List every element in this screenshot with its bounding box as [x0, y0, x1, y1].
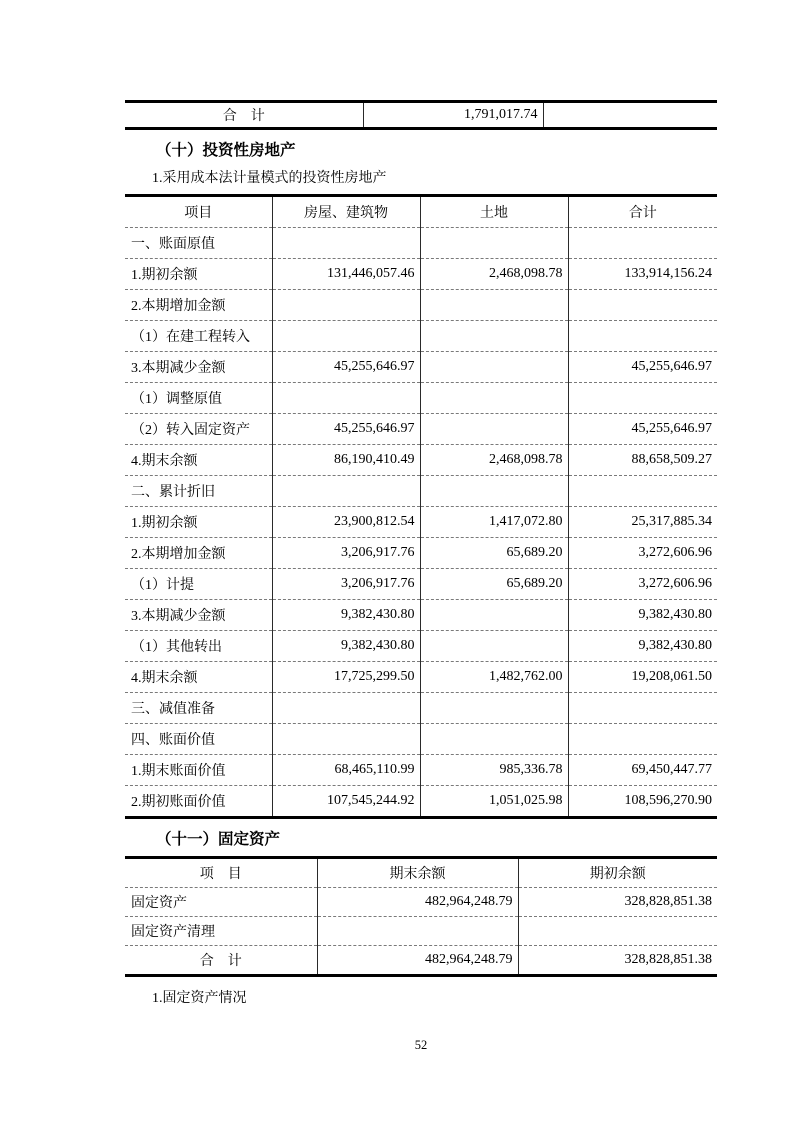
value-cell: 9,382,430.80	[568, 631, 717, 662]
value-cell	[420, 321, 568, 352]
column-header: 房屋、建筑物	[272, 196, 420, 228]
value-cell: 2,468,098.78	[420, 259, 568, 290]
value-cell: 45,255,646.97	[272, 352, 420, 383]
value-cell: 23,900,812.54	[272, 507, 420, 538]
section-10-heading: （十）投资性房地产	[156, 142, 296, 159]
value-cell: 3,272,606.96	[568, 569, 717, 600]
item-label-cell: （2）转入固定资产	[125, 414, 272, 445]
page-content	[125, 100, 717, 1008]
page-number: 52	[414, 1038, 428, 1052]
value-cell	[420, 476, 568, 507]
table-row	[125, 507, 717, 538]
value-cell: 107,545,244.92	[272, 786, 420, 818]
item-label-cell: 4.期末余额	[125, 445, 272, 476]
value-cell: 985,336.78	[420, 755, 568, 786]
item-label-cell: 2.本期增加金额	[125, 290, 272, 321]
table-row	[125, 917, 717, 946]
item-label-cell: （1）计提	[125, 569, 272, 600]
value-cell	[420, 228, 568, 259]
column-header: 项目	[125, 196, 272, 228]
value-cell	[420, 414, 568, 445]
header-row	[125, 196, 717, 228]
value-cell	[568, 321, 717, 352]
item-label-cell: （1）其他转出	[125, 631, 272, 662]
value-cell: 65,689.20	[420, 569, 568, 600]
item-label-cell: 3.本期减少金额	[125, 600, 272, 631]
value-cell: 45,255,646.97	[272, 414, 420, 445]
value-cell: 108,596,270.90	[568, 786, 717, 818]
value-cell	[420, 600, 568, 631]
item-label-cell: 固定资产清理	[125, 917, 317, 946]
section-11-heading: （十一）固定资产	[156, 831, 281, 848]
table-row	[125, 569, 717, 600]
value-cell	[272, 290, 420, 321]
item-label-cell: 一、账面原值	[125, 228, 272, 259]
header-row	[125, 858, 717, 888]
value-cell: 9,382,430.80	[272, 631, 420, 662]
item-label-cell: 4.期末余额	[125, 662, 272, 693]
column-header: 土地	[420, 196, 568, 228]
item-label-cell: 三、减值准备	[125, 693, 272, 724]
value-cell	[272, 321, 420, 352]
value-cell	[568, 228, 717, 259]
value-cell: 2,468,098.78	[420, 445, 568, 476]
value-cell: 25,317,885.34	[568, 507, 717, 538]
item-label-cell: （1）调整原值	[125, 383, 272, 414]
value-cell	[420, 693, 568, 724]
value-cell: 86,190,410.49	[272, 445, 420, 476]
table-row	[125, 786, 717, 818]
table-row	[125, 445, 717, 476]
column-header: 期末余额	[317, 858, 518, 888]
item-label-cell: 二、累计折旧	[125, 476, 272, 507]
fixed-assets-note: 1.固定资产情况	[152, 991, 247, 1006]
fixed-assets-table	[125, 856, 717, 977]
value-cell: 131,446,057.46	[272, 259, 420, 290]
total-value-cell: 1,791,017.74	[363, 102, 543, 129]
value-cell: 9,382,430.80	[272, 600, 420, 631]
item-label-cell: 2.期初账面价值	[125, 786, 272, 818]
value-cell	[568, 724, 717, 755]
value-cell	[272, 228, 420, 259]
value-cell: 3,272,606.96	[568, 538, 717, 569]
table-row	[125, 321, 717, 352]
value-cell	[420, 631, 568, 662]
table-row	[125, 228, 717, 259]
item-label-cell: 1.期初余额	[125, 507, 272, 538]
value-cell	[568, 693, 717, 724]
value-cell	[272, 476, 420, 507]
value-cell: 482,964,248.79	[317, 888, 518, 917]
value-cell: 3,206,917.76	[272, 538, 420, 569]
value-cell: 45,255,646.97	[568, 414, 717, 445]
item-label-cell: 3.本期减少金额	[125, 352, 272, 383]
table-row	[125, 600, 717, 631]
value-cell: 328,828,851.38	[518, 946, 717, 976]
total-label-cell: 合 计	[125, 102, 363, 129]
column-header: 项 目	[125, 858, 317, 888]
value-cell: 45,255,646.97	[568, 352, 717, 383]
value-cell	[272, 383, 420, 414]
table-row	[125, 352, 717, 383]
value-cell	[568, 383, 717, 414]
value-cell	[420, 352, 568, 383]
value-cell	[568, 290, 717, 321]
value-cell	[272, 693, 420, 724]
table-row	[125, 755, 717, 786]
table-row	[125, 662, 717, 693]
table-row	[125, 888, 717, 917]
table-row	[125, 476, 717, 507]
empty-cell	[543, 102, 717, 129]
table-row	[125, 724, 717, 755]
item-label-cell: 四、账面价值	[125, 724, 272, 755]
total-label-cell: 合 计	[125, 946, 317, 976]
value-cell	[317, 917, 518, 946]
item-label-cell: （1）在建工程转入	[125, 321, 272, 352]
item-label-cell: 2.本期增加金额	[125, 538, 272, 569]
carryover-total-table	[125, 100, 717, 130]
value-cell: 482,964,248.79	[317, 946, 518, 976]
value-cell: 1,417,072.80	[420, 507, 568, 538]
value-cell: 69,450,447.77	[568, 755, 717, 786]
value-cell	[568, 476, 717, 507]
table-row	[125, 538, 717, 569]
value-cell: 3,206,917.76	[272, 569, 420, 600]
item-label-cell: 固定资产	[125, 888, 317, 917]
table-row	[125, 383, 717, 414]
investment-property-table	[125, 194, 717, 819]
value-cell: 65,689.20	[420, 538, 568, 569]
value-cell	[518, 917, 717, 946]
table-row	[125, 631, 717, 662]
table-row	[125, 290, 717, 321]
column-header: 合计	[568, 196, 717, 228]
value-cell	[272, 724, 420, 755]
value-cell: 328,828,851.38	[518, 888, 717, 917]
column-header: 期初余额	[518, 858, 717, 888]
value-cell	[420, 383, 568, 414]
section-10-subheading: 1.采用成本法计量模式的投资性房地产	[152, 171, 387, 186]
total-row	[125, 102, 717, 129]
value-cell: 1,482,762.00	[420, 662, 568, 693]
value-cell: 1,051,025.98	[420, 786, 568, 818]
table-row	[125, 414, 717, 445]
total-row	[125, 946, 717, 976]
value-cell: 133,914,156.24	[568, 259, 717, 290]
item-label-cell: 1.期末账面价值	[125, 755, 272, 786]
item-label-cell: 1.期初余额	[125, 259, 272, 290]
value-cell	[420, 724, 568, 755]
table-row	[125, 259, 717, 290]
table-row	[125, 693, 717, 724]
value-cell: 19,208,061.50	[568, 662, 717, 693]
value-cell: 88,658,509.27	[568, 445, 717, 476]
value-cell: 9,382,430.80	[568, 600, 717, 631]
value-cell: 17,725,299.50	[272, 662, 420, 693]
value-cell: 68,465,110.99	[272, 755, 420, 786]
value-cell	[420, 290, 568, 321]
